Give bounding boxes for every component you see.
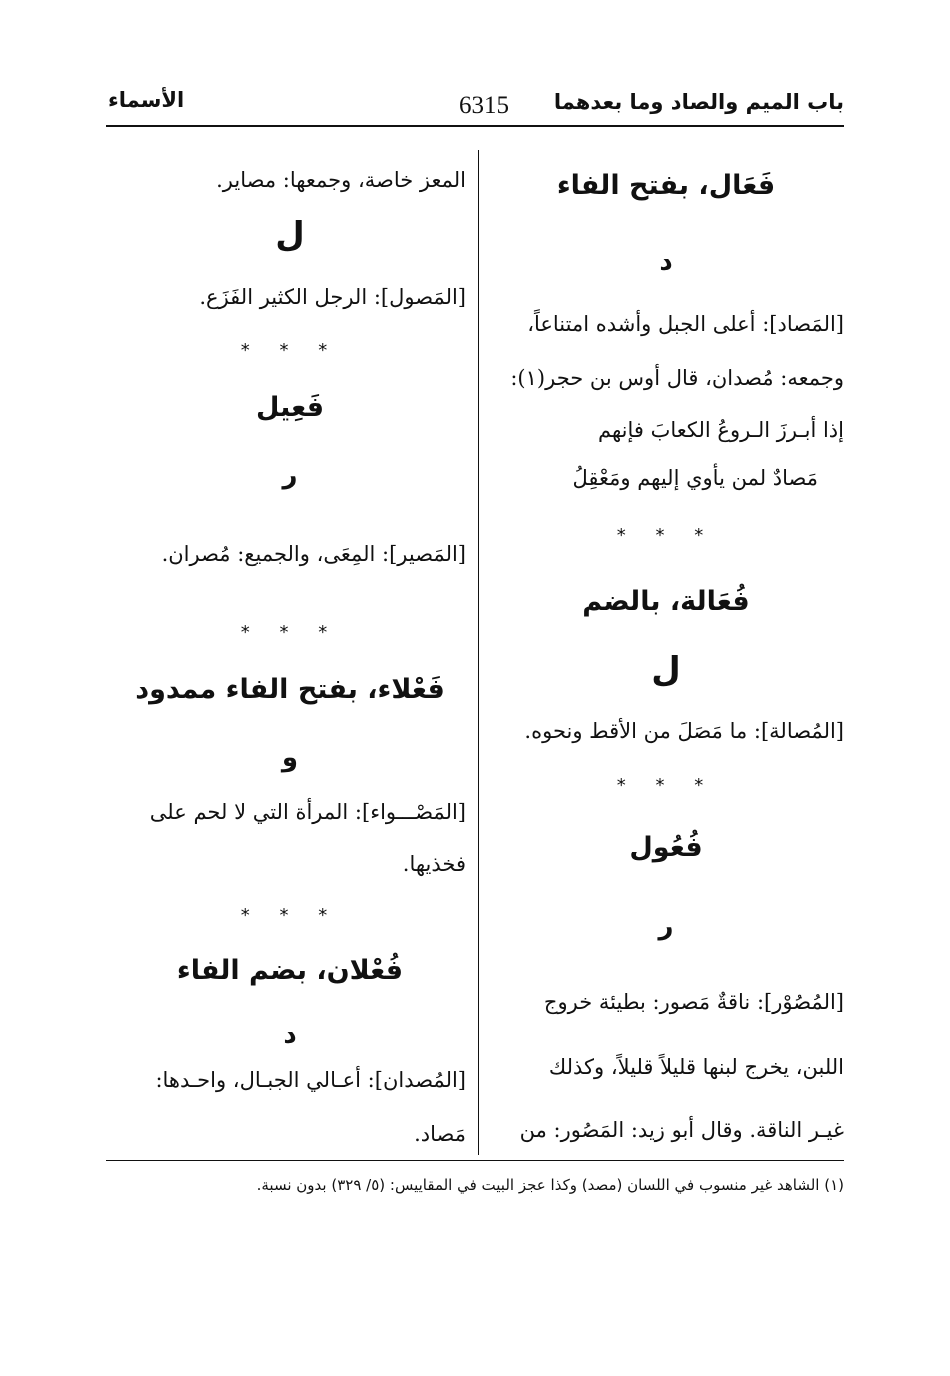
section-letter: د [659, 247, 673, 277]
separator-stars: * * * [240, 340, 340, 361]
section-letter: ل [651, 650, 681, 690]
section-letter: ر [282, 460, 298, 490]
section-letter: ل [275, 215, 305, 255]
entry-text: المعز خاصة، وجمعها: مصاير. [216, 168, 466, 192]
header-rule [106, 125, 844, 127]
verse-line: مَصادٌ لمن يأوي إليهم ومَعْقِلُ [572, 466, 818, 490]
section-heading: فُعْلان، بضم الفاء [176, 955, 404, 986]
verse-line: إذا أبـرزَ الـروعُ الكعابَ فإنهم [598, 418, 844, 442]
running-head-chapter: باب الميم والصاد وما بعدهما [553, 90, 844, 114]
entry-text: اللبن، يخرج لبنها قليلاً قليلاً، وكذلك [548, 1055, 844, 1079]
entry-text: مَصاد. [414, 1122, 466, 1146]
separator-stars: * * * [240, 622, 340, 643]
section-letter: و [281, 743, 299, 773]
entry-text: [المُصُوْر]: ناقةٌ مَصور: بطيئة خروج [543, 990, 844, 1014]
footnote: (١) الشاهد غير منسوب في اللسان (مصد) وكذا عجز البيت في المقاييس: (٥/ ٣٢٩) بدون نسبة. [256, 1176, 844, 1194]
separator-stars: * * * [616, 775, 716, 796]
section-letter: د [283, 1020, 297, 1050]
entry-text: غيـر الناقة. وقال أبو زيد: المَصُور: من [519, 1118, 844, 1142]
entry-text: [المَصول]: الرجل الكثير الفَزَع. [199, 285, 466, 309]
section-heading: فُعَالة، بالضم [582, 586, 750, 617]
entry-text: [المَصير]: المِعَى، والجميع: مُصران. [161, 542, 466, 566]
footnote-rule [106, 1160, 844, 1161]
separator-stars: * * * [240, 905, 340, 926]
entry-text: وجمعه: مُصدان، قال أوس بن حجر(١): [510, 366, 844, 390]
entry-text: [المُصدان]: أعـالي الجبـال، واحـدها: [155, 1068, 466, 1092]
running-head-section: الأسماء [108, 88, 185, 112]
entry-text: [المَصاد]: أعلى الجبل وأشده امتناعاً، [527, 312, 844, 336]
section-heading: فَعْلاء، بفتح الفاء ممدود [135, 674, 445, 705]
column-divider [478, 150, 479, 1155]
page-number: 6315 [459, 92, 509, 119]
entry-text: [المُصالة]: ما مَصَلَ من الأقط ونحوه. [524, 719, 844, 743]
section-heading: فَعَال، بفتح الفاء [556, 170, 776, 201]
entry-text: فخذيها. [402, 852, 466, 876]
section-heading: فُعُول [629, 832, 703, 863]
separator-stars: * * * [616, 525, 716, 546]
section-heading: فَعِيل [255, 392, 325, 423]
section-letter: ر [658, 911, 674, 941]
entry-text: [المَصْـــواء]: المرأة التي لا لحم على [149, 800, 466, 824]
